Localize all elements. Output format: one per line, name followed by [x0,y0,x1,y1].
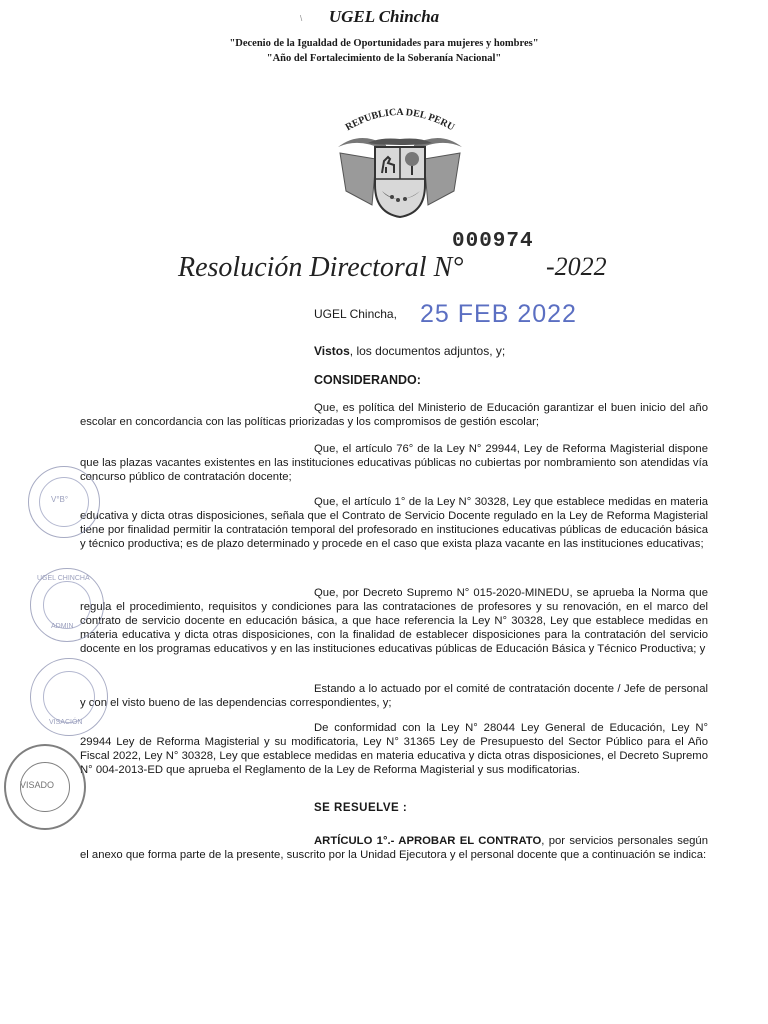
considerando-heading: CONSIDERANDO: [314,373,421,387]
stamp-seal-icon [30,658,108,736]
vistos-bold: Vistos [314,344,350,358]
stamp-seal-icon [4,744,86,830]
stamp-text: UGEL CHINCHA [37,575,90,582]
paragraph-2: Que, el artículo 76° de la Ley N° 29944, Ley de Reforma Magisterial dispone que las plazas vacantes existentes en las instituciones educativas públicas no cubiertas por nombramiento son atendidas vía concurso público de contratación docente; [80,443,708,483]
stamp-text: VISACIÓN [49,719,83,726]
articulo-1-rest: , por servicios personales según el anexo que forma parte de la presente, suscrito por la Unidad Ejecutora y el personal docente que a continuación se indica: [80,835,708,861]
stamp-text: V°B° [51,495,69,504]
pencil-mark: \ [300,14,303,23]
stamp-seal-icon [30,568,104,642]
stamp-text: VISADO [20,780,55,790]
header-decenio: "Decenio de la Igualdad de Oportunidades para mujeres y hombres" [229,38,539,49]
header-ano: "Año del Fortalecimiento de la Soberanía Nacional" [266,53,502,64]
resolution-year: -2022 [546,252,607,281]
stamp-text: ADMIN [51,623,74,630]
paragraph-4: Que, por Decreto Supremo N° 015-2020-MINEDU, se aprueba la Norma que regula el procedimiento, requisitos y condiciones para las contrataciones de profesores y su renovación, en el marco del contrato de servicio docente en educación básica, a que hace referencia la Ley N° 30328, Ley que establece medidas en materia educativa y dicta otras disposiciones, con la finalidad de establecer disposiciones para la contratación del servicio docente en los programas educativos y en las instituciones educativas públicas de Educación Básica y Técnico Productiva; y [80,587,708,655]
paragraph-5: Estando a lo actuado por el comité de contratación docente / Jefe de personal y con el visto bueno de las dependencias correspondientes, y; [80,683,708,709]
paragraph-6: De conformidad con la Ley N° 28044 Ley General de Educación, Ley N° 29944 Ley de Reforma Magisterial y su modificatoria, Ley N° 31365 Ley de Presupuesto del Sector Público para el Año Fiscal 2022, Ley N° 30328, Ley que establece medidas en materia educativa y dicta otras disposiciones, el Decreto Supremo N° 004-2013-ED que aprueba el Reglamento de la Ley de Reforma Magisterial y sus modificatorias. [80,722,708,776]
resolution-title: Resolución Directoral N° [178,252,464,283]
svg-text:REPUBLICA DEL PERU [344,107,457,133]
stamp-seal-icon [28,466,100,538]
header-office: UGEL Chincha [328,7,440,26]
articulo-1 [80,834,708,862]
paragraph-3: Que, el artículo 1° de la Ley N° 30328, Ley que establece medidas en materia educativa y dicta otras disposiciones, señala que el Contrato de Servicio Docente regulado en la Ley de Reforma Magisterial tiene por finalidad permitir la contratación temporal del profesorado en instituciones educativas públicas de educación básica y técnico productiva; es de plazo determinado y procede en el caso que exista plaza vacante en las instituciones educativas; [80,496,708,550]
vistos-line [314,344,505,358]
date-stamp: 25 FEB 2022 [420,300,577,328]
place-label: UGEL Chincha, [314,307,397,321]
peru-coat-of-arms-icon [320,95,480,223]
coat-motto: REPUBLICA DEL PERU [343,106,457,134]
paragraph-1: Que, es política del Ministerio de Educación garantizar el buen inicio del año escolar en concordancia con las políticas priorizadas y los compromisos de gestión escolar; [80,402,708,428]
se-resuelve-heading: SE RESUELVE : [314,802,408,814]
vistos-rest: , los documentos adjuntos, y; [349,344,506,358]
resolution-number: 000974 [452,230,534,253]
articulo-1-bold: ARTÍCULO 1°.- APROBAR EL CONTRATO [314,835,542,847]
